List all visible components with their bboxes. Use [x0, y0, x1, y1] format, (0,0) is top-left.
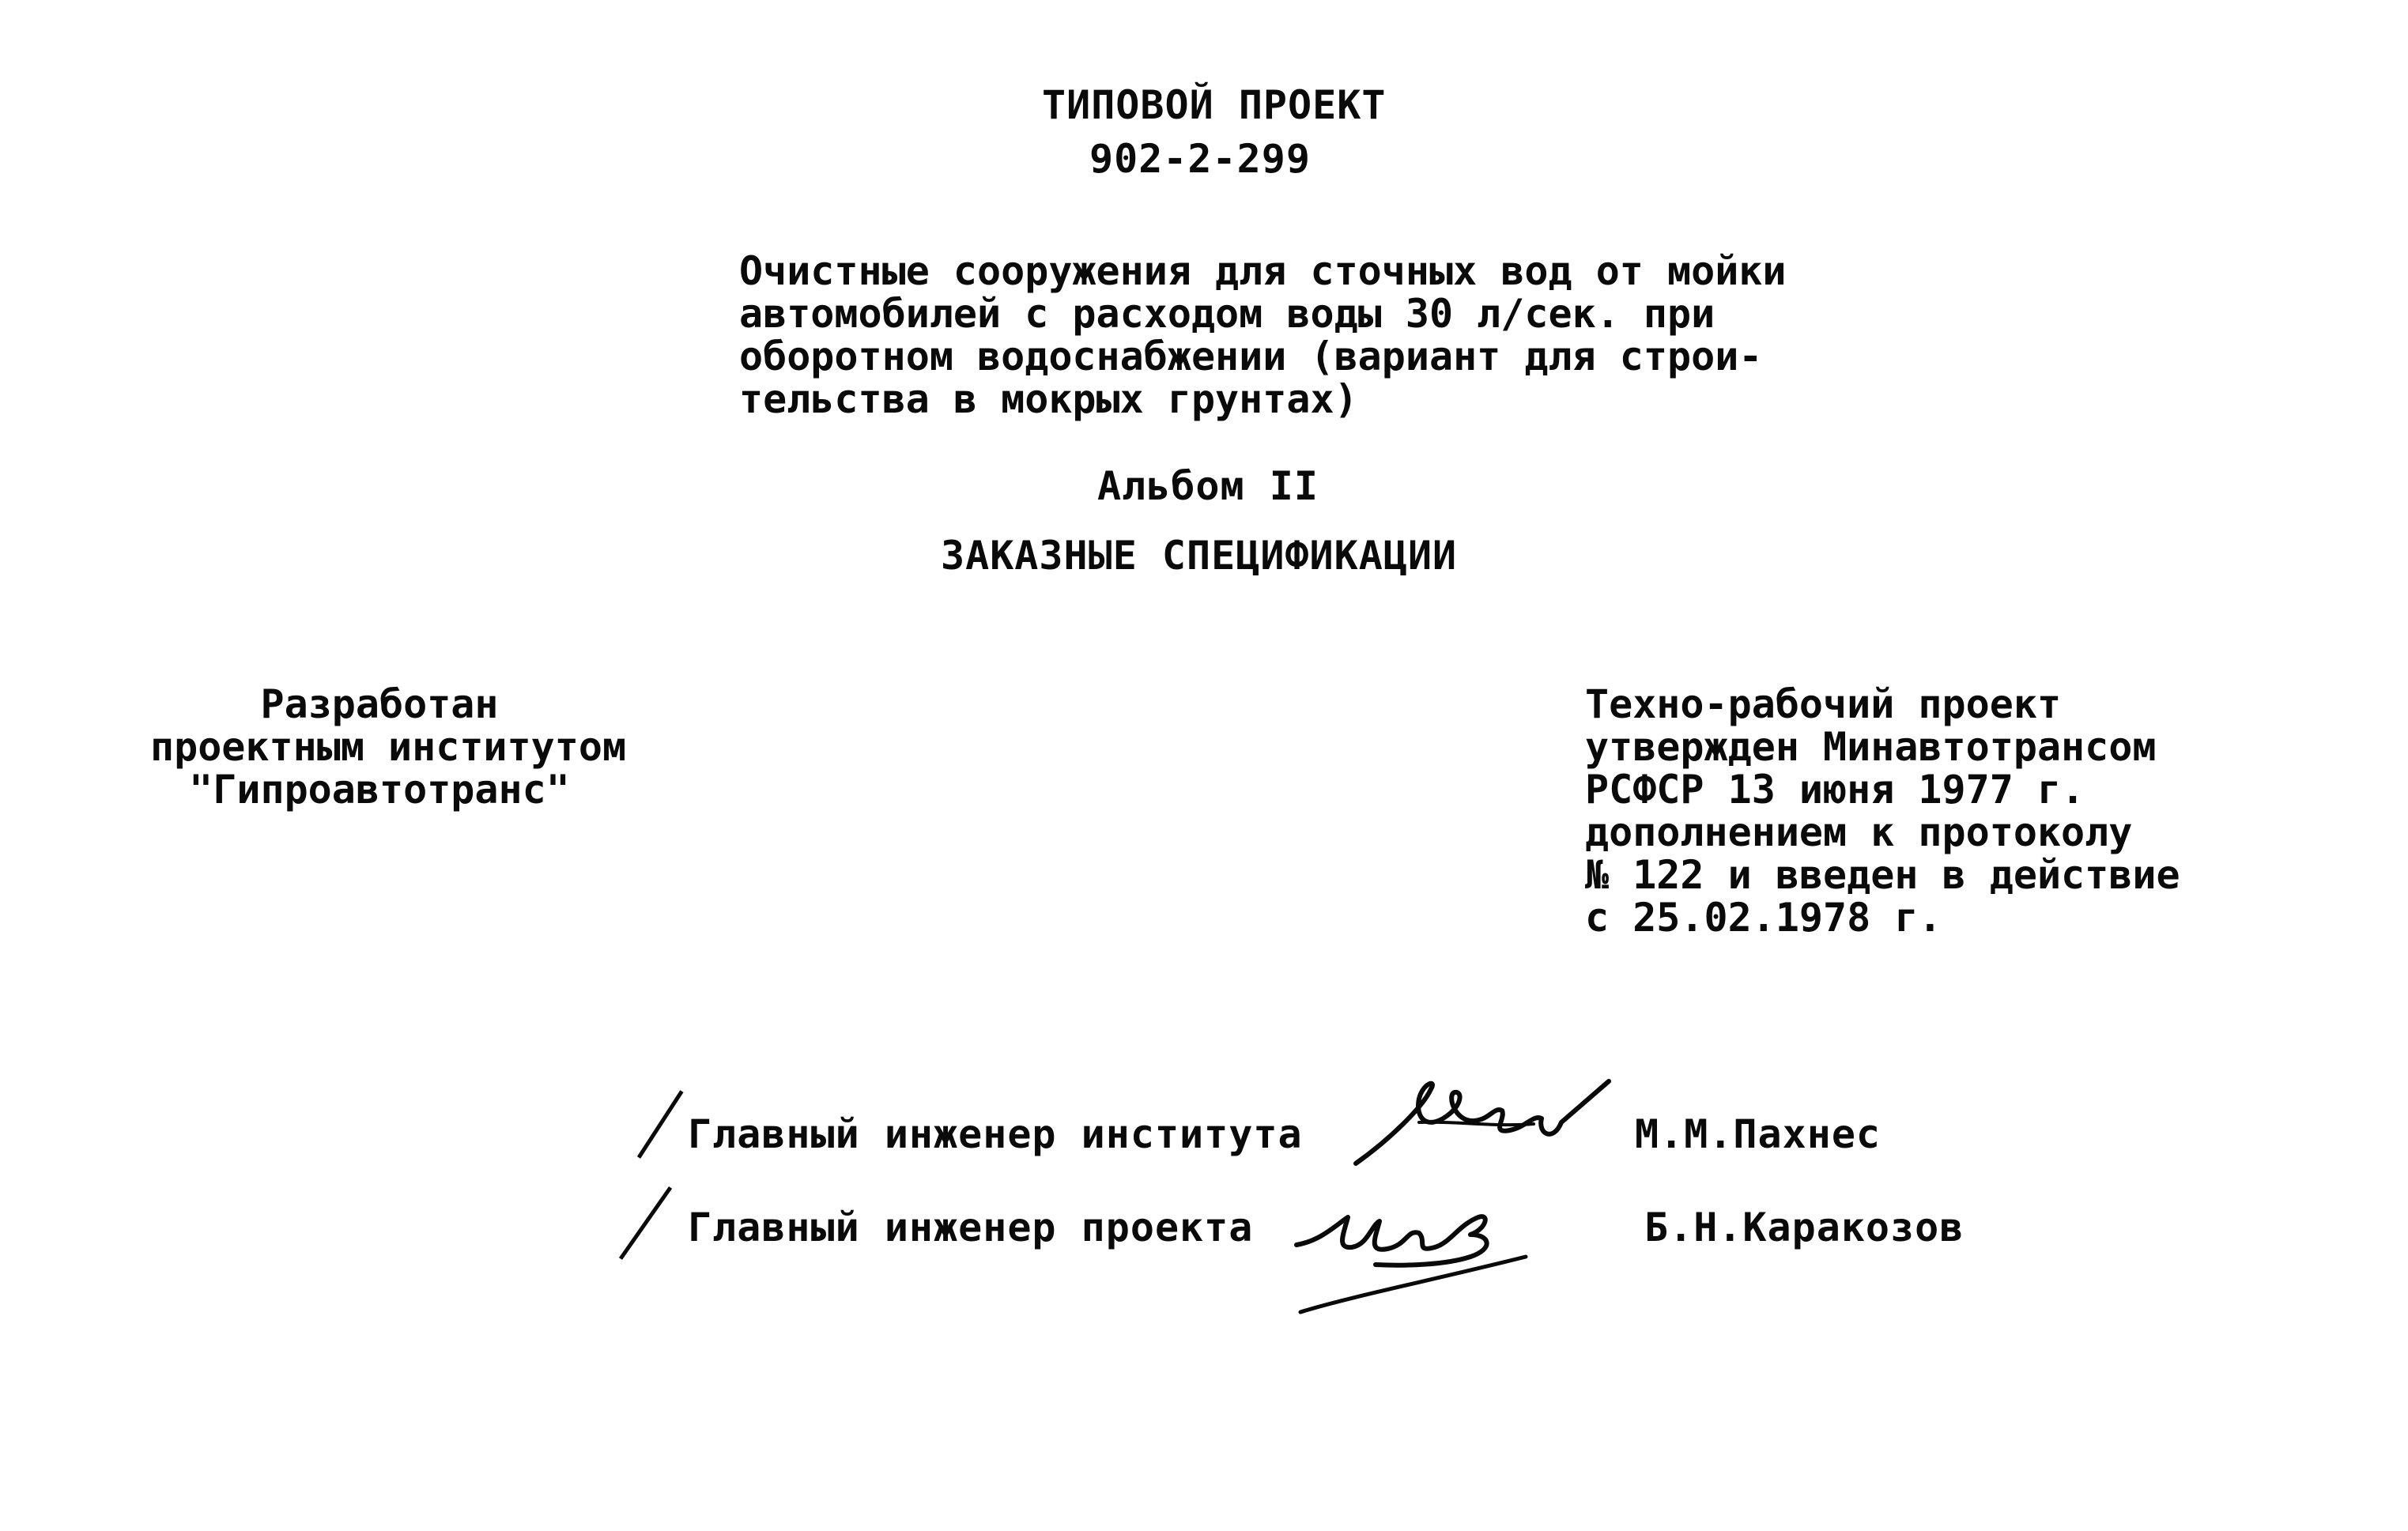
signatory-role-2: Главный инженер проекта	[688, 1205, 1254, 1250]
approval-line-3: РСФСР 13 июня 1977 г.	[1585, 767, 2085, 813]
approval-line-6: с 25.02.1978 г.	[1585, 895, 1942, 941]
project-number: 902-2-299	[1089, 136, 1311, 182]
developer-line-2: проектным институтом	[150, 724, 627, 770]
description-line-2: автомобилей с расходом воды 30 л/сек. при	[739, 291, 1715, 337]
description-line-1: Очистные сооружения для сточных вод от мойки	[739, 248, 1787, 294]
section-title: ЗАКАЗНЫЕ СПЕЦИФИКАЦИИ	[941, 533, 1458, 579]
approval-block	[1585, 681, 2180, 941]
signature-2	[1289, 1186, 1542, 1320]
approval-line-4: дополнением к протоколу	[1585, 809, 2133, 855]
signatory-name-1: М.М.Пахнес	[1635, 1111, 1881, 1157]
signatory-name-2: Б.Н.Каракозов	[1644, 1205, 1965, 1250]
document-type-title: ТИПОВОЙ ПРОЕКТ	[1042, 82, 1387, 128]
developer-block	[150, 681, 627, 813]
signatory-role-1: Главный инженер института	[688, 1111, 1303, 1157]
approval-line-1: Техно-рабочий проект	[1585, 681, 2062, 727]
developer-line-3: "Гипроавтотранс"	[189, 767, 570, 813]
developer-line-1: Разработан	[260, 681, 499, 727]
signature-1	[1344, 1075, 1613, 1178]
description-line-3: оборотном водоснабжении (вариант для строи-	[739, 334, 1763, 379]
slash-mark-2	[619, 1186, 672, 1260]
album-label: Альбом II	[1097, 463, 1319, 509]
approval-line-5: № 122 и введен в действие	[1585, 852, 2180, 898]
approval-line-2: утвержден Минавтотрансом	[1585, 724, 2157, 770]
slash-mark-1	[637, 1090, 684, 1159]
description-line-4: тельства в мокрых грунтах)	[739, 376, 1358, 422]
project-description	[739, 248, 1787, 422]
